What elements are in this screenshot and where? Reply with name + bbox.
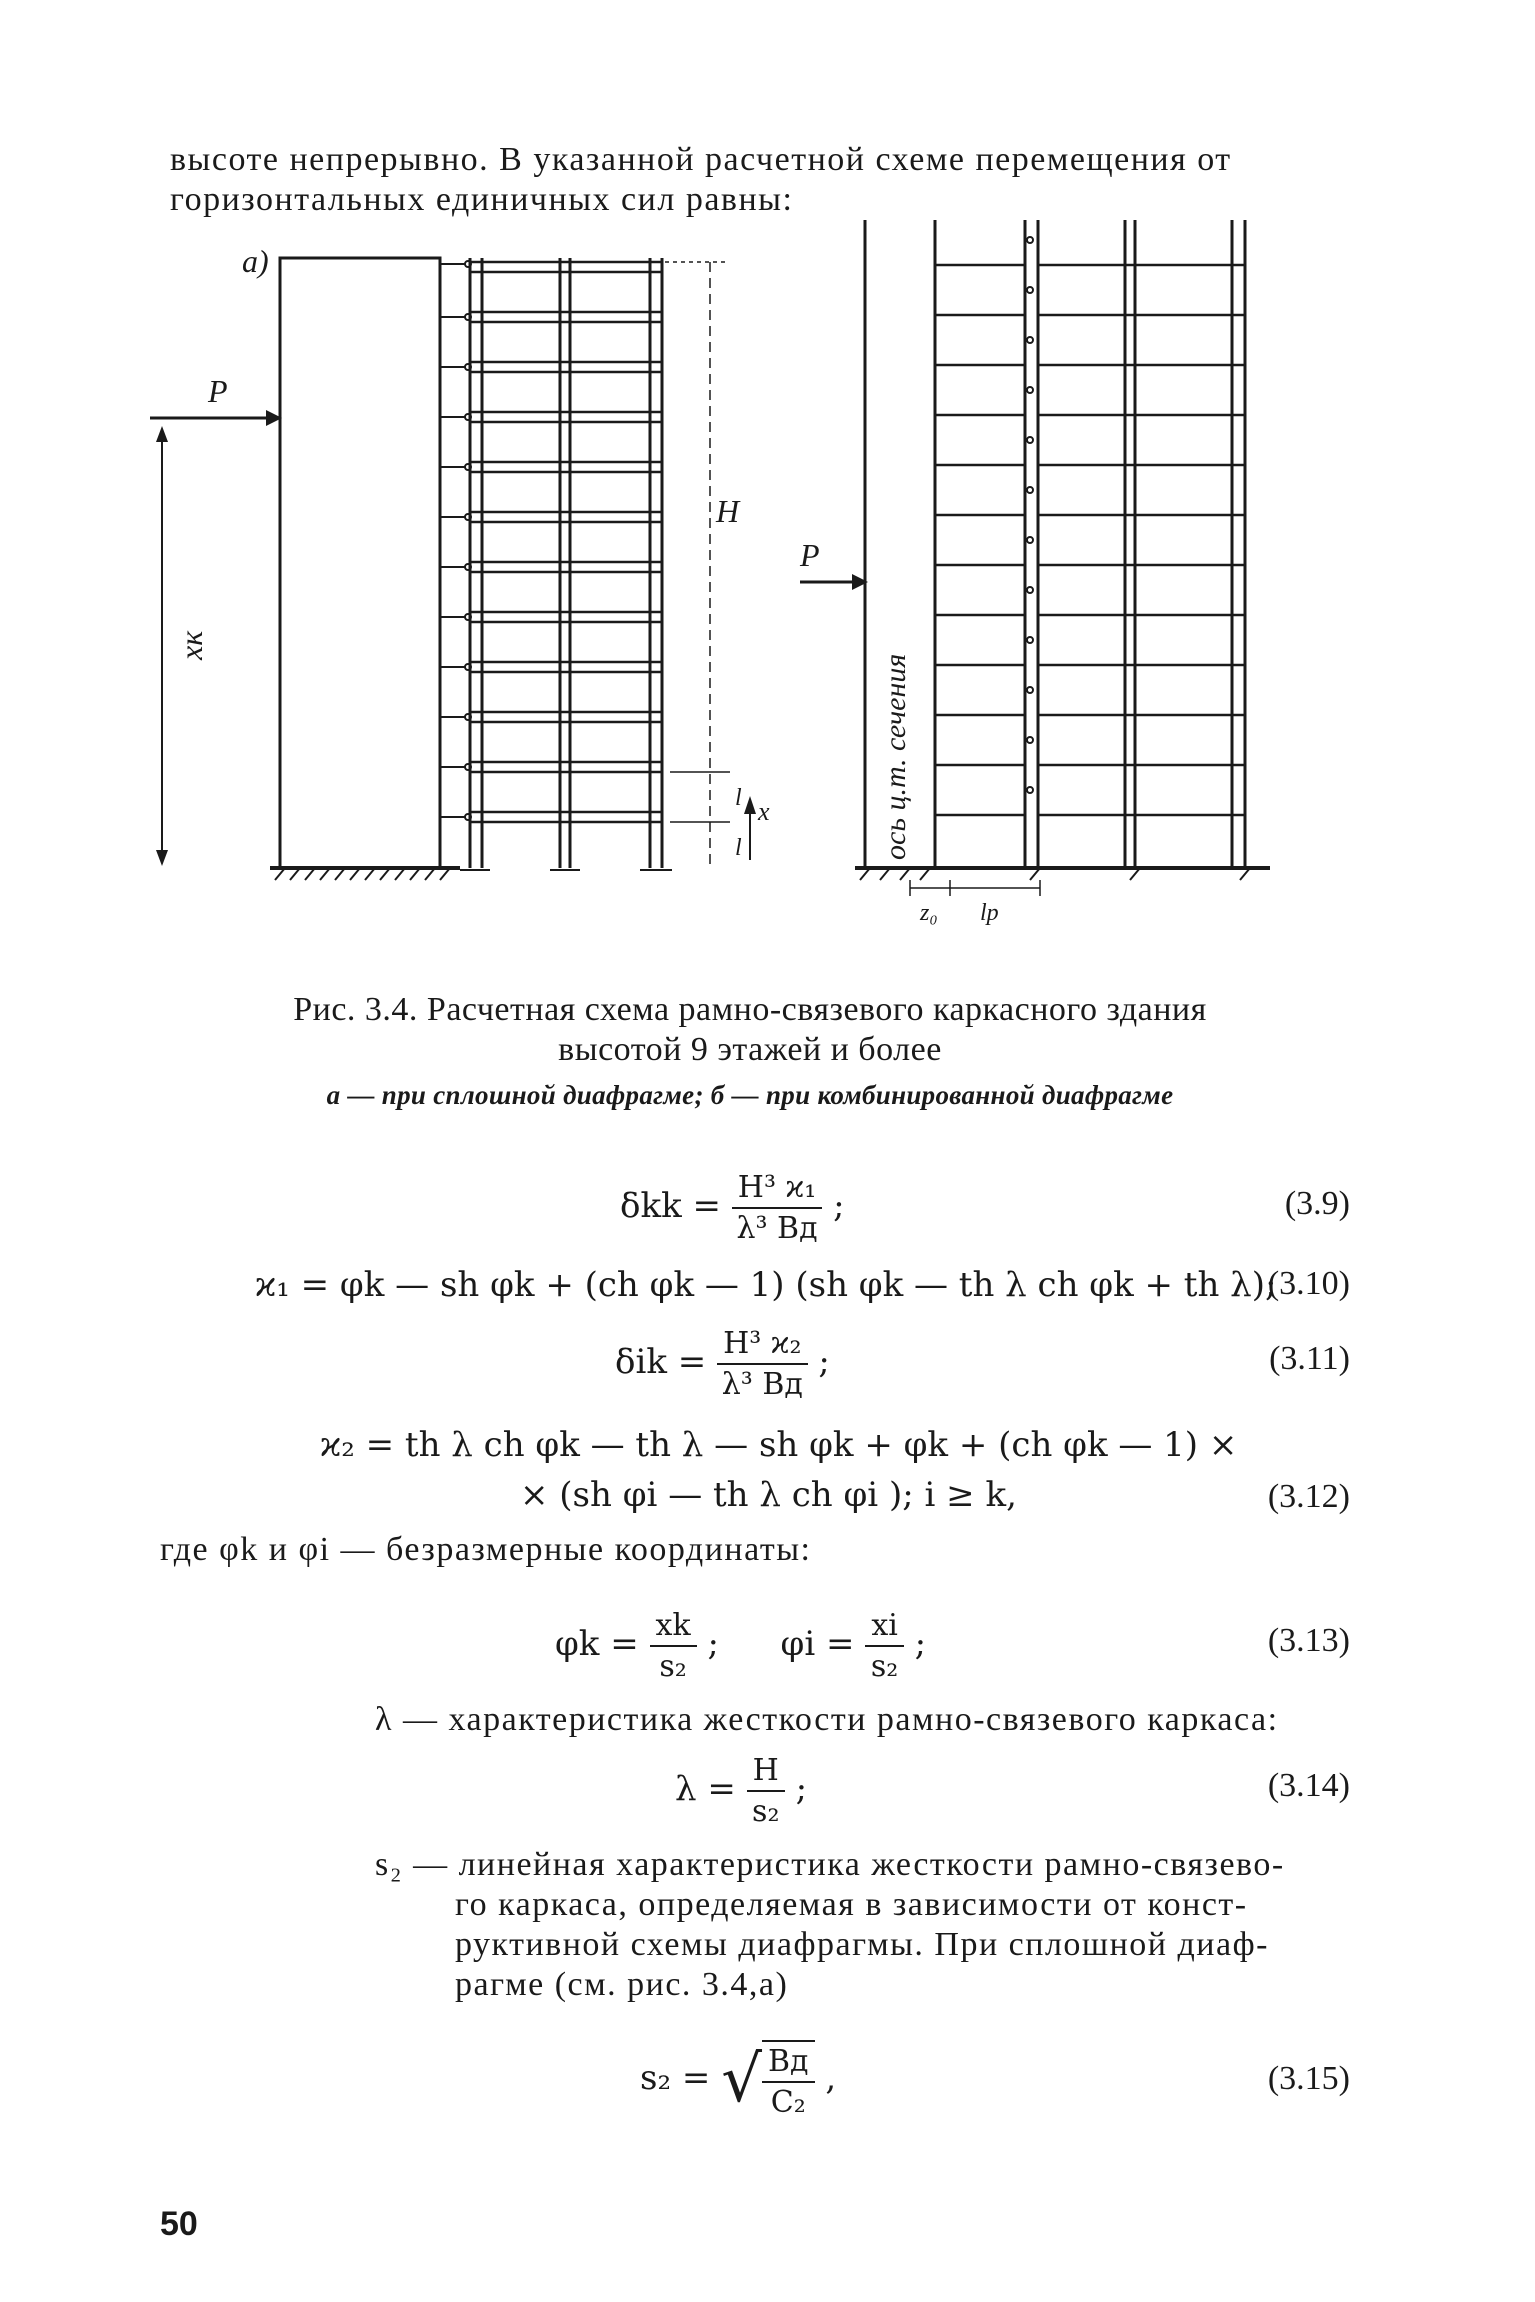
panel-a-label: а) — [242, 243, 269, 279]
eq312-line-2: × (sh φi — th λ ch φi ); i ≥ k, — [520, 1475, 1017, 1515]
equation-3-15 — [160, 2030, 1350, 2130]
intro-line-1: высоте непрерывно. В указанной расчетной схеме перемещения от — [170, 141, 1232, 178]
force-label-b: P — [800, 537, 820, 573]
eq39-tail: ; — [833, 1186, 845, 1226]
eq311-den: λ³ Bд — [721, 1367, 803, 1402]
eq39-lhs: δkk = — [620, 1186, 721, 1226]
eq312-line-1: ϰ₂ = th λ ch φk — th λ — sh φk + φk + (ch φk — 1) × — [320, 1425, 1238, 1465]
eq39-num: H³ ϰ₁ — [732, 1170, 822, 1209]
force-label-a: P — [208, 373, 228, 409]
equation-3-10 — [160, 1265, 1350, 1315]
equation-3-13 — [160, 1600, 1350, 1684]
sqrt-sign-icon: √ — [721, 2043, 762, 2117]
eq310-text: ϰ₁ = φk — sh φk + (ch φk — 1) (sh φk — th λ ch φk + th λ); — [255, 1265, 1277, 1305]
s2-line-3: руктивной схемы диафрагмы. При сплошной диаф- — [455, 1926, 1269, 1963]
lp-label: lр — [980, 900, 999, 926]
eq312-number: (3.12) — [1267, 1478, 1350, 1515]
xk-label: xк — [173, 630, 209, 660]
eq311-tail: ; — [818, 1342, 830, 1382]
eq315-number: (3.15) — [1267, 2060, 1350, 2097]
floor-beams-a — [470, 262, 662, 822]
eq39-den: λ³ Bд — [736, 1211, 818, 1246]
page-number: 50 — [160, 2205, 198, 2243]
links-b — [1027, 237, 1033, 793]
equation-3-9 — [160, 1160, 1350, 1246]
eq313-den2: s₂ — [870, 1649, 899, 1684]
eq314-num: H — [747, 1753, 785, 1792]
eq315-den: C₂ — [770, 2085, 806, 2120]
equation-3-11 — [160, 1318, 1350, 1402]
caption-line-2: высотой 9 этажей и более — [558, 1031, 942, 1068]
eq39-number: (3.9) — [1284, 1185, 1350, 1222]
axis-label: ось ц.т. сечения — [879, 653, 912, 860]
floor-beams-b — [935, 220, 1245, 815]
equation-3-14 — [160, 1745, 1350, 1829]
eq314-lhs: λ = — [675, 1769, 736, 1809]
eq313-num2: xi — [865, 1608, 904, 1647]
z0-label: z₀ — [920, 900, 938, 926]
eq313-number: (3.13) — [1267, 1622, 1350, 1659]
caption-sub: а — при сплошной диафрагме; б — при комбинированной диафрагме — [326, 1080, 1174, 1110]
figure-frame-schemes — [150, 220, 1330, 990]
eq314-den: s₂ — [752, 1794, 780, 1829]
eq313-lhs1: φk = — [555, 1624, 639, 1664]
eq315-tail: , — [825, 2058, 837, 2098]
eq313-tail: ; — [914, 1624, 927, 1664]
eq315-lhs: s₂ = — [640, 2058, 711, 2098]
eq311-num: H³ ϰ₂ — [717, 1326, 807, 1365]
where-text: где φk и φi — безразмерные координаты: — [160, 1531, 812, 1568]
intro-line-2: горизонтальных единичных сил равны: — [170, 181, 794, 218]
eq310-number: (3.10) — [1267, 1265, 1350, 1302]
s2-line-2: го каркаса, определяемая в зависимости от конст- — [455, 1886, 1248, 1923]
eq313-num1: xk — [650, 1608, 697, 1647]
eq315-num: Bд — [762, 2044, 815, 2083]
links-a — [440, 261, 471, 820]
eq311-number: (3.11) — [1269, 1340, 1350, 1377]
lambda-text: λ — характеристика жесткости рамно-связевого каркаса: — [375, 1701, 1279, 1738]
l-label-1: l — [735, 785, 742, 811]
l-label-2: l — [735, 835, 742, 861]
eq313-sep: ; — [707, 1624, 719, 1664]
eq314-number: (3.14) — [1267, 1767, 1350, 1804]
eq314-tail: ; — [795, 1769, 808, 1809]
eq313-den1: s₂ — [659, 1649, 687, 1684]
x-label: x — [758, 797, 770, 826]
height-label: H — [716, 493, 740, 529]
solid-diaphragm-wall — [280, 258, 440, 868]
caption-line-1: Рис. 3.4. Расчетная схема рамно-связевого каркасного здания — [293, 991, 1207, 1028]
s2-line-4: рагме (см. рис. 3.4,а) — [455, 1966, 789, 2003]
eq311-lhs: δik = — [615, 1342, 707, 1382]
s2-line-1: s₂ — линейная характеристика жесткости рамно-связево- — [375, 1846, 1285, 1883]
eq313-lhs2: φi = — [780, 1624, 855, 1664]
